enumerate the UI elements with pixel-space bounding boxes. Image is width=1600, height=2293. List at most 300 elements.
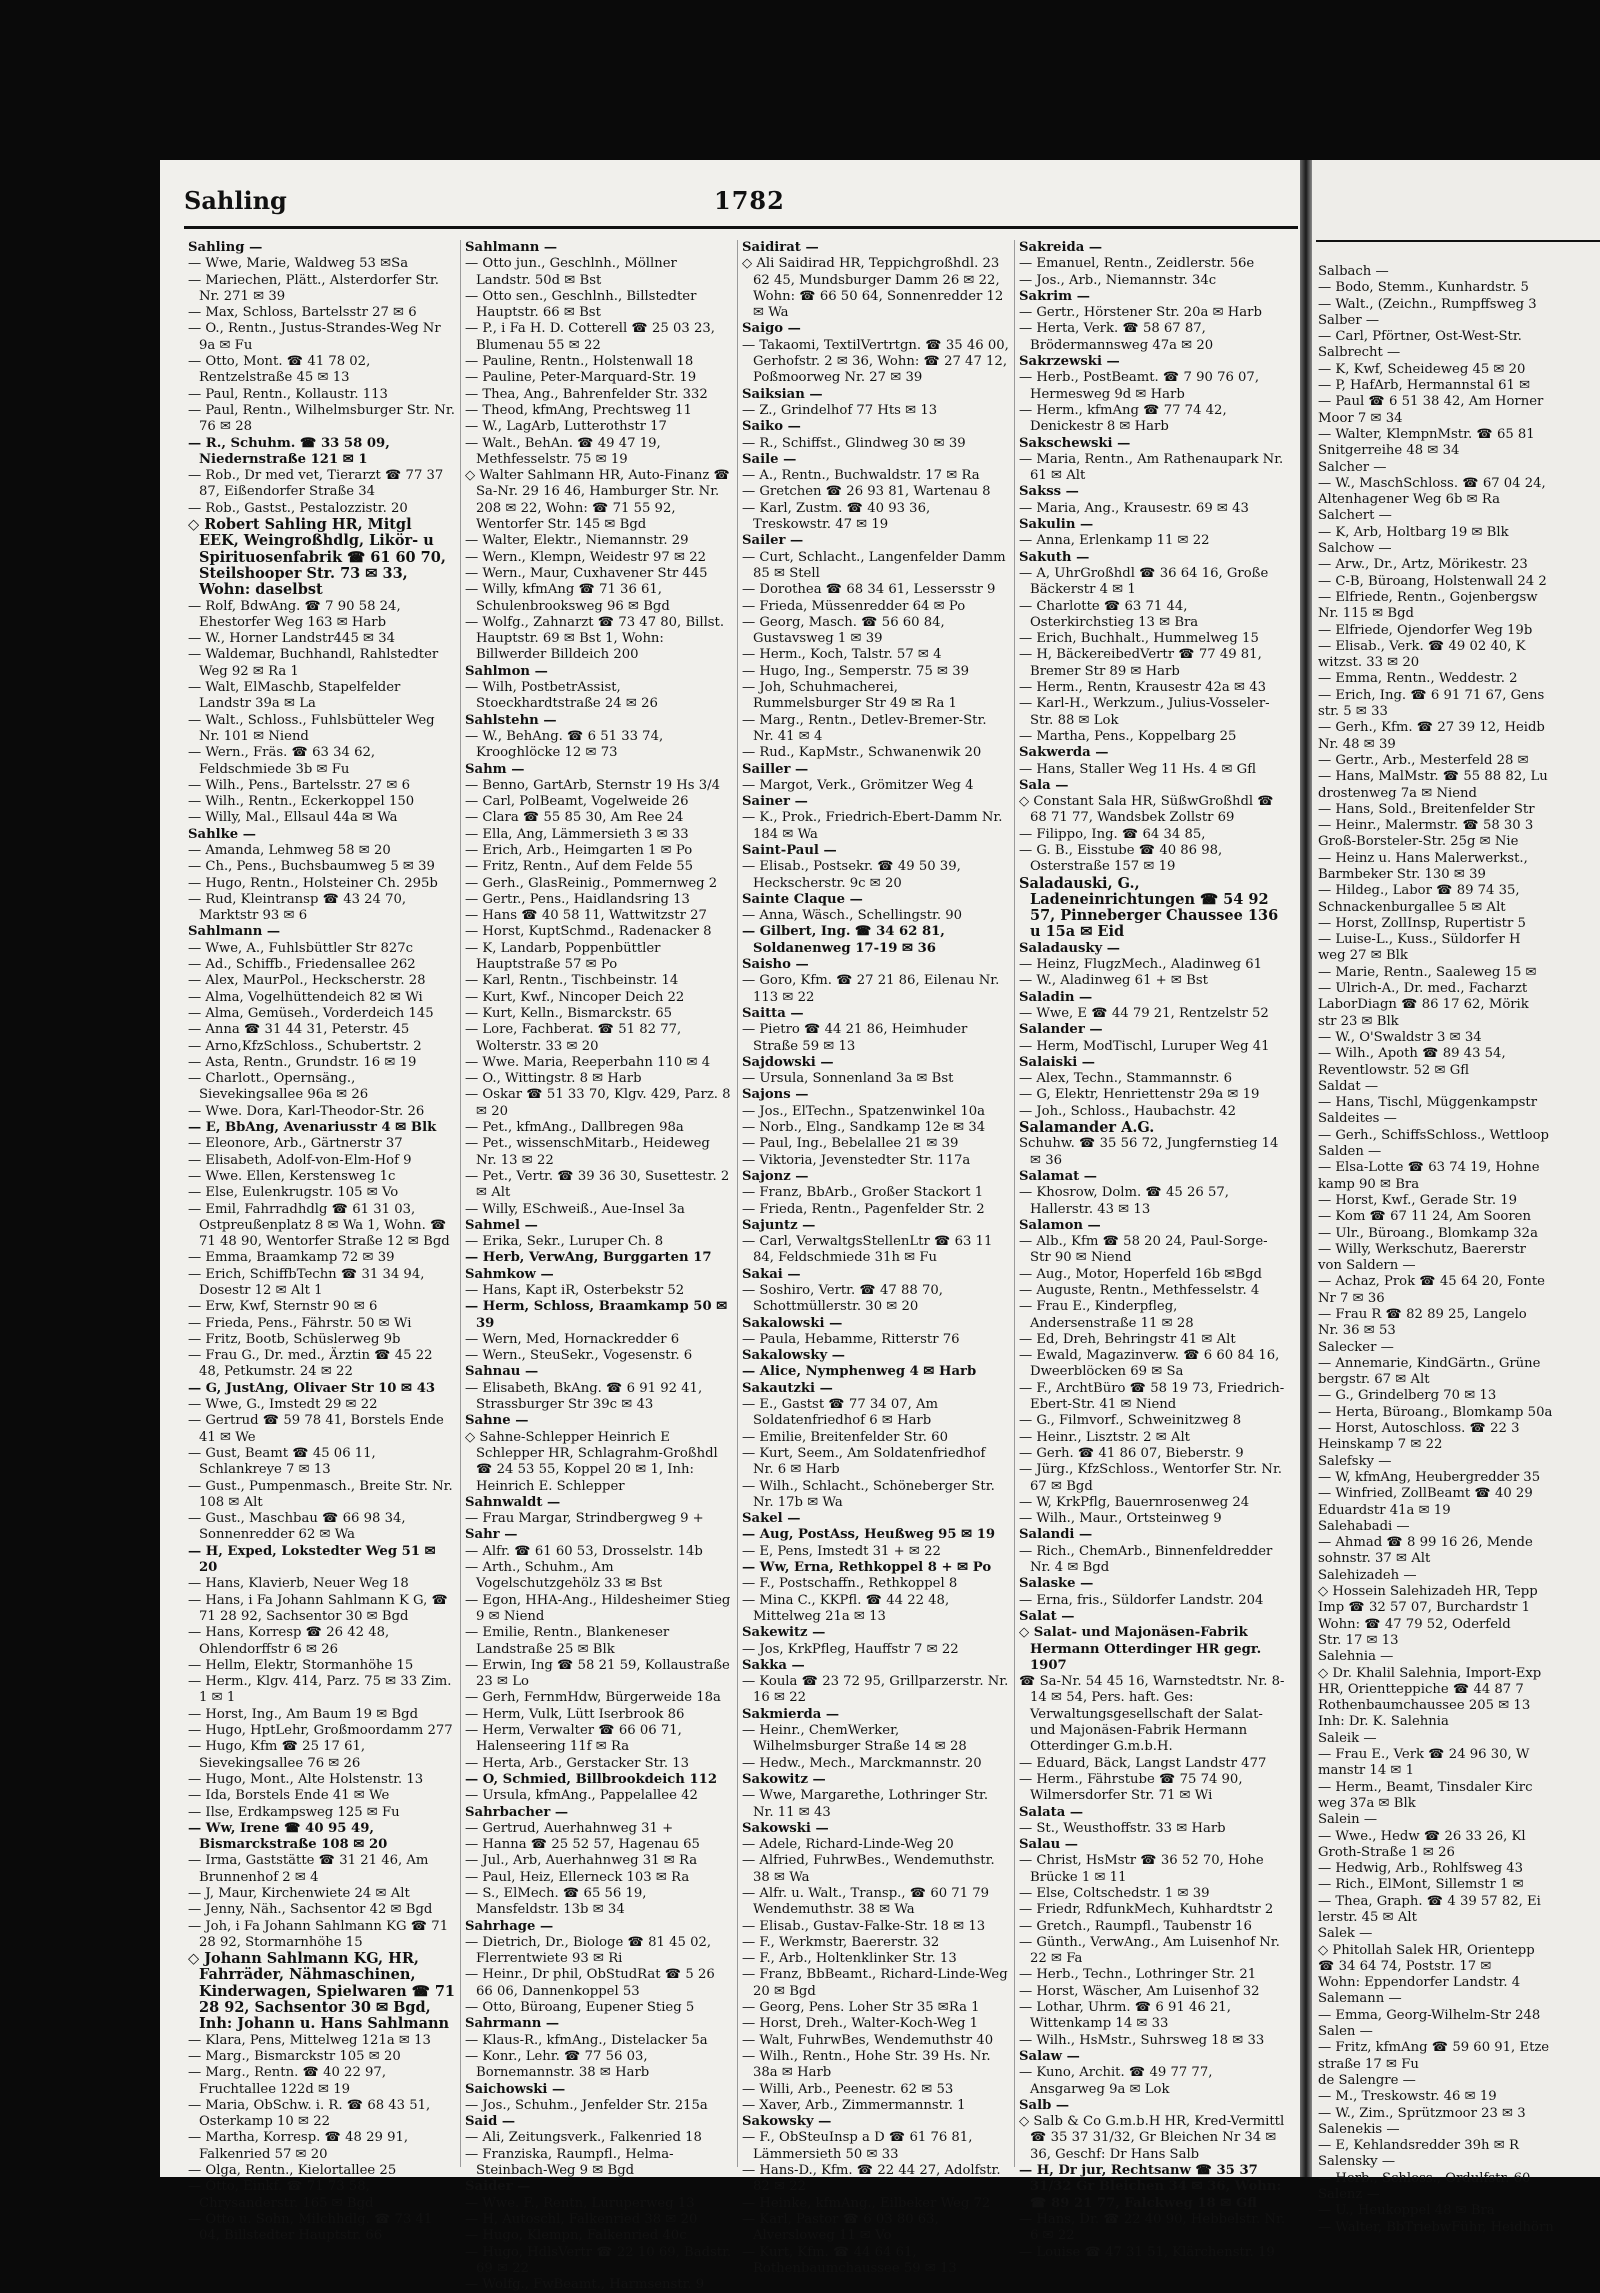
next-page-line: Salen —: [1318, 2024, 1373, 2040]
directory-entry: — Horst, Wäscher, Am Luisenhof 32: [1019, 1983, 1260, 1999]
next-page-line: — Willy, Werkschutz, Baererstr: [1318, 1241, 1526, 1257]
next-page-line: Str. 17 ✉ 13: [1318, 1632, 1399, 1648]
next-page-line: — Frau R ☎ 82 89 25, Langelo: [1318, 1307, 1527, 1322]
directory-entry: — Emma, Braamkamp 72 ✉ 39: [188, 1250, 395, 1266]
directory-entry: — Wwe, A., Fuhlsbüttler Str 827c: [188, 940, 414, 956]
surname-heading: Salaiski —: [1019, 1054, 1095, 1070]
next-page-line: witzst. 33 ✉ 20: [1318, 655, 1420, 671]
directory-entry: — Fritz, Rentn., Auf dem Felde 55: [465, 859, 693, 875]
directory-entry: — Khosrow, Dolm. ☎ 45 26 57, Hallerstr. 43 ✉ 13: [1019, 1185, 1229, 1217]
directory-entry: — Wern., SteuSekr., Vogesenstr. 6: [465, 1348, 693, 1364]
directory-entry: — Fritz, Bootb, Schüslerweg 9b: [188, 1331, 401, 1347]
next-page-line: — Erich, Ing. ☎ 6 91 71 67, Gens: [1318, 687, 1545, 703]
directory-entry: — Erna, fris., Süldorfer Landstr. 204: [1019, 1592, 1264, 1608]
directory-entry: — Wilh., Rentn., Hohe Str. 39 Hs. Nr. 38a ✉ Harb: [742, 2048, 991, 2081]
directory-entry: — Ww, Erna, Rethkoppel 8 + ✉ Po: [742, 1560, 992, 1576]
directory-entry: — Heinr., Dr phil, ObStudRat ☎ 5 26 66 06, Dannenkoppel 53: [465, 1967, 715, 1999]
next-page-line: — Hildeg., Labor ☎ 89 74 35,: [1318, 883, 1520, 899]
next-page-line: manstr 14 ✉ 1: [1318, 1763, 1415, 1779]
surname-heading: Sahr —: [465, 1527, 518, 1543]
directory-entry: — Herm., Klgv. 414, Parz. 75 ✉ 33 Zim. 1 ✉ 1: [188, 1674, 452, 1706]
directory-entry: — R., Schuhm. ☎ 33 58 09, Niedernstraße 121 ✉ 1: [188, 435, 390, 467]
next-page-line: Salehizadeh —: [1318, 1567, 1417, 1583]
directory-entry: — Heinz, FlugzMech., Aladinweg 61: [1019, 957, 1263, 973]
directory-entry: — Elisabeth, Adolf-von-Elm-Hof 9: [188, 1152, 412, 1168]
directory-entry: — Willy, Mal., Ellsaul 44a ✉ Wa: [188, 810, 398, 826]
surname-heading: Sahlmon —: [465, 663, 548, 679]
next-page-line: Salcher —: [1318, 459, 1387, 475]
next-page-line: HR, Orientteppiche ☎ 44 87 7: [1318, 1681, 1524, 1697]
surname-heading: Saidirat —: [742, 240, 819, 255]
directory-entry: — Horst, Dreh., Walter-Koch-Weg 1: [742, 2016, 979, 2032]
surname-heading: Sakss —: [1019, 484, 1079, 500]
next-page-column: [1318, 264, 1600, 2236]
directory-entry: — Adele, Richard-Linde-Weg 20: [742, 1837, 954, 1853]
directory-entry: — Charlott., Opernsäng., Sievekingsallee 96a ✉ 26: [188, 1071, 369, 1103]
directory-entry: — Marg., Rentn. ☎ 40 22 97, Fruchtallee 122d ✉ 19: [188, 2065, 387, 2097]
next-page-line: — Rich., ElMont, Sillemstr 1 ✉: [1318, 1877, 1524, 1893]
directory-entry: — Franziska, Raumpfl., Helma-Steinbach-Weg 9 ✉ Bgd: [465, 2146, 674, 2179]
directory-entry: Schuhw. ☎ 35 56 72, Jungfernstieg 14 ✉ 36: [1019, 1136, 1279, 1168]
directory-entry: ◇ Walter Sahlmann HR, Auto-Finanz ☎ Sa-Nr. 29 16 46, Hamburger Str. Nr. 208 ✉ 22, Wohn: ☎ 71 55 92, Wentorfer Str. 145 ✉ Bgd: [465, 468, 730, 533]
directory-entry: — Pietro ☎ 44 21 86, Heimhuder Straße 59 ✉ 13: [742, 1022, 968, 1054]
directory-entry: — Curt, Schlacht., Langenfelder Damm 85 ✉ Stell: [742, 549, 1006, 581]
directory-entry: — Hedw., Mech., Marckmannstr. 20: [742, 1755, 982, 1771]
next-page-line: LaborDiagn ☎ 86 17 62, Mörik: [1318, 997, 1529, 1013]
directory-entry: — Hans, Klavierb, Neuer Weg 18: [188, 1576, 409, 1592]
directory-entry: — Viktoria, Jevenstedter Str. 117a: [742, 1152, 971, 1168]
directory-entry: — E, BbAng, Avenariusstr 4 ✉ Blk: [188, 1120, 437, 1136]
directory-entry: — Karl-H., Werkzum., Julius-Vosseler-Str. 88 ✉ Lok: [1019, 696, 1270, 728]
surname-heading: Saichowski —: [465, 2081, 566, 2097]
directory-entry: — Charlotte ☎ 63 71 44, Osterkirchstieg 13 ✉ Bra: [1019, 598, 1199, 630]
next-page-line: — Thea, Graph. ☎ 4 39 57 82, Ei: [1318, 1893, 1541, 1909]
next-page-line: — Wilh., Apoth ☎ 89 43 54,: [1318, 1046, 1506, 1062]
directory-entry: — Wilh., Maur., Ortsteinweg 9: [1019, 1511, 1222, 1527]
next-page-line: weg 37a ✉ Blk: [1318, 1795, 1416, 1811]
directory-entry: — Wwe. Dora, Karl-Theodor-Str. 26: [188, 1103, 425, 1119]
directory-entry: — Ch., Pens., Buchsbaumweg 5 ✉ 39: [188, 859, 435, 875]
directory-entry: ☎ Sa-Nr. 54 45 16, Warnstedtstr. Nr. 8-14 ✉ 54, Pers. haft. Ges: Verwaltungsgesellschaft der Salat- und Majonäsen-Fabrik Hermann Otterdinger G.m.b.H.: [1019, 1674, 1285, 1755]
next-page-line: Salecker —: [1318, 1339, 1394, 1355]
next-page-line: weg 27 ✉ Blk: [1318, 948, 1408, 964]
surname-heading: Sahling —: [188, 240, 263, 255]
page-number: 1782: [714, 186, 785, 215]
directory-entry: — Erwin, Ing ☎ 58 21 59, Kollaustraße 23 ✉ Lo: [465, 1657, 730, 1690]
directory-entry: — Olga, Rentn., Kielortallee 25: [188, 2163, 397, 2179]
directory-entry: — Jos., ElTechn., Spatzenwinkel 10a: [742, 1103, 986, 1119]
next-page-line: Snitgerreihe 48 ✉ 34: [1318, 443, 1460, 459]
next-page-line: — Ulr., Büroang., Blomkamp 32a: [1318, 1225, 1538, 1241]
directory-entry: ◇ Salb & Co G.m.b.H HR, Kred-Vermittl ☎ 35 37 31/32, Gr Bleichen Nr 34 ✉ 36, Geschf: Dr Hans Salb: [1019, 2114, 1285, 2162]
surname-heading: Saiko —: [742, 419, 801, 435]
next-page-line: Schnackenburgallee 5 ✉ Alt: [1318, 899, 1506, 915]
surname-heading: Sahlstehn —: [465, 712, 557, 728]
next-page-line: — Elfriede, Rentn., Gojenbergsw: [1318, 589, 1538, 605]
directory-entry: — Wwe, Marie, Waldweg 53 ✉Sa: [188, 256, 409, 272]
directory-entry: — Goro, Kfm. ☎ 27 21 86, Eilenau Nr. 113 ✉ 22: [742, 973, 1000, 1005]
surname-heading: Sakreida —: [1019, 240, 1103, 255]
directory-entry: — Gerh, FernmHdw, Bürgerweide 18a: [465, 1690, 721, 1706]
directory-entry: — Carl, VerwaltgsStellenLtr ☎ 63 11 84, Feldschmiede 31h ✉ Fu: [742, 1234, 993, 1266]
surname-heading: Salau —: [1019, 1837, 1078, 1853]
directory-entry: — Emil, Fahrradhdlg ☎ 61 31 03, Ostpreußenplatz 8 ✉ Wa 1, Wohn. ☎ 71 48 90, Wentorfer Straße 12 ✉ Bgd: [188, 1201, 450, 1250]
next-page-line: Moor 7 ✉ 34: [1318, 410, 1403, 426]
directory-entry: — Herm, Vulk, Lütt Iserbrook 86: [465, 1706, 685, 1722]
next-page-line: Nr. 115 ✉ Bgd: [1318, 606, 1414, 622]
directory-entry: — Willy, ESchweiß., Aue-Insel 3a: [465, 1201, 685, 1217]
directory-entry: — F., Postschaffn., Rethkoppel 8: [742, 1576, 958, 1592]
directory-entry: — Alb., Kfm ☎ 58 20 24, Paul-Sorge-Str 90 ✉ Niend: [1019, 1234, 1268, 1266]
next-page-line: Eduardstr 41a ✉ 19: [1318, 1502, 1451, 1518]
next-page-line: — Gerh., SchiffsSchloss., Wettloop: [1318, 1127, 1549, 1143]
directory-entry: — Konr., Lehr. ☎ 77 56 03, Bornemannstr. 38 ✉ Harb: [465, 2048, 650, 2081]
directory-entry: — Rob., Gastst., Pestalozzistr. 20: [188, 500, 408, 516]
surname-heading: Saile —: [742, 451, 797, 467]
directory-entry: — Eleonore, Arb., Gärtnerstr 37: [188, 1136, 403, 1152]
directory-entry: — Emilie, Rentn., Blankeneser Landstraße 25 ✉ Blk: [465, 1625, 670, 1657]
next-page-line: — Herm., Beamt, Tinsdaler Kirc: [1318, 1779, 1533, 1795]
directory-entry: — Heinr., ChemWerker, Wilhelmsburger Straße 14 ✉ 28: [742, 1723, 967, 1755]
directory-entry: — Karl, Pastor ☎ 6 03 80 63, Alversloweg 11 ✉ Vo: [742, 2211, 939, 2244]
next-page-line: — K, Arb, Holtbarg 19 ✉ Blk: [1318, 524, 1509, 540]
directory-entry: — Gretchen ☎ 26 93 81, Wartenau 8: [742, 484, 991, 500]
next-page-line: — Hedwig, Arb., Rohlfsweg 43: [1318, 1861, 1524, 1877]
directory-entry: — Heinr., Lisztstr. 2 ✉ Alt: [1019, 1429, 1190, 1445]
directory-entry: — Egon, HHA-Ang., Hildesheimer Stieg 9 ✉ Niend: [465, 1592, 731, 1624]
directory-entry: — Hugo, Klempn, Falkenried 40c: [465, 2228, 687, 2244]
surname-heading: Sajonz —: [742, 1168, 809, 1184]
directory-entry: — Waldemar, Buchhandl, Rahlstedter Weg 92 ✉ Ra 1: [188, 647, 439, 679]
directory-entry: ◇ Salat- und Majonäsen-Fabrik Hermann Otterdinger HR gegr. 1907: [1019, 1625, 1262, 1673]
directory-entry: — Hans, Korresp ☎ 26 42 48, Ohlendorffstr 6 ✉ 26: [188, 1625, 390, 1657]
next-page-line: — Frau E., Verk ☎ 24 96 30, W: [1318, 1747, 1530, 1763]
next-page-line: str 23 ✉ Blk: [1318, 1013, 1399, 1029]
directory-entry: — Hans-D., Kfm. ☎ 22 44 27, Adolfstr. 82 ✉ 22: [742, 2163, 1001, 2195]
next-page-line: kamp 90 ✉ Bra: [1318, 1176, 1420, 1192]
next-page-line: Saldeites —: [1318, 1111, 1397, 1127]
surname-heading: Saigo —: [742, 321, 801, 337]
directory-entry: — Martha, Korresp. ☎ 48 29 91, Falkenried 57 ✉ 20: [188, 2130, 409, 2162]
directory-entry: — G., Filmvorf., Schweinitzweg 8: [1019, 1413, 1242, 1429]
surname-heading: Saint-Paul —: [742, 842, 837, 858]
next-page-line: Salenz —: [1318, 2187, 1380, 2203]
directory-entry: — Elisab., Gustav-Falke-Str. 18 ✉ 13: [742, 1918, 986, 1934]
next-page-line: — Hans, Sold., Breitenfelder Str: [1318, 801, 1535, 817]
directory-entry: — Mina C., KKPfl. ☎ 44 22 48, Mittelweg 21a ✉ 13: [742, 1592, 950, 1624]
surname-heading: Sajons —: [742, 1087, 809, 1103]
directory-entry: — Kurt, Kwf., Nincoper Deich 22: [465, 989, 685, 1005]
surname-heading: Sahlmann —: [465, 240, 558, 255]
directory-entry: — Otto, Mont. ☎ 41 78 02, Rentzelstraße 45 ✉ 13: [188, 354, 371, 386]
directory-entry: — St., Weusthoffstr. 33 ✉ Harb: [1019, 1820, 1226, 1836]
directory-entry: — Hugo, HptLehr, Großmoordamm 277: [188, 1723, 453, 1739]
directory-entry: — Otto jun., Geschlnh., Möllner Landstr. 50d ✉ Bst: [465, 256, 677, 288]
directory-entry: — Herm, Verwalter ☎ 66 06 71, Halenseering 11f ✉ Ra: [465, 1723, 682, 1755]
next-page-line: — Fritz, kfmAng ☎ 59 60 91, Etze: [1318, 2040, 1550, 2056]
directory-entry: ◇ Ali Saidirad HR, Teppichgroßhdl. 23 62 45, Mundsburger Damm 26 ✉ 22, Wohn: ☎ 66 50 64, Sonnenredder 12 ✉ Wa: [742, 256, 1004, 321]
directory-entry: — Koula ☎ 23 72 95, Grillparzerstr. Nr. 16 ✉ 22: [742, 1674, 1009, 1706]
next-page-line: — U., Heukoppel 48 ✉ Bra: [1318, 2203, 1495, 2219]
next-page-line: Altenhagener Weg 6b ✉ Ra: [1318, 492, 1501, 508]
directory-entry: — F., Arb., Holtenklinker Str. 13: [742, 1951, 957, 1967]
surname-heading: Sakautzki —: [742, 1380, 833, 1396]
next-page-line: — Winfried, ZollBeamt ☎ 40 29: [1318, 1486, 1533, 1502]
directory-entry: — Klaus-R., kfmAng., Distelacker 5a: [465, 2032, 708, 2048]
directory-entry: — E, Pens, Imstedt 31 + ✉ 22: [742, 1543, 941, 1559]
directory-entry: — Herta, Verk. ☎ 58 67 87, Brödermannsweg 47a ✉ 20: [1019, 321, 1214, 353]
directory-entry: — Ida, Borstels Ende 41 ✉ We: [188, 1788, 390, 1804]
next-page-line: — Carl, Pförtner, Ost-West-Str.: [1318, 329, 1522, 345]
next-page-line: straße 17 ✉ Fu: [1318, 2056, 1419, 2072]
directory-entry: — Horst, Ing., Am Baum 19 ✉ Bgd: [188, 1706, 419, 1722]
directory-entry: — Ali, Zeitungsverk., Falkenried 18: [465, 2130, 702, 2146]
directory-entry: — Norb., Elng., Sandkamp 12e ✉ 34: [742, 1120, 986, 1136]
next-page-line: ◇ Phitollah Salek HR, Orientepp: [1318, 1942, 1535, 1958]
next-page-line: — Elsa-Lotte ☎ 63 74 19, Hohne: [1318, 1160, 1540, 1176]
directory-entry: — O., Wittingstr. 8 ✉ Harb: [465, 1071, 642, 1087]
directory-entry: — Herm., kfmAng ☎ 77 74 42, Denickestr 8 ✉ Harb: [1019, 402, 1227, 435]
surname-heading: Sakmierda —: [742, 1706, 840, 1722]
directory-entry: — Ewald, Magazinverw. ☎ 6 60 84 16, Dweerblöcken 69 ✉ Sa: [1019, 1348, 1280, 1380]
directory-entry: — Wilh., Schlacht., Schöneberger Str. Nr. 17b ✉ Wa: [742, 1478, 995, 1510]
directory-entry: — Kuno, Archit. ☎ 49 77 77, Ansgarweg 9a ✉ Lok: [1019, 2065, 1213, 2097]
directory-columns: [184, 240, 1292, 2293]
surname-heading: Sakalowsky —: [742, 1348, 845, 1364]
directory-entry: — Walt, ElMaschb, Stapelfelder Landstr 39a ✉ La: [188, 680, 401, 712]
next-page-line: bergstr. 67 ✉ Alt: [1318, 1372, 1430, 1388]
directory-entry: — Alfr. u. Walt., Transp., ☎ 60 71 79 Wendemuthstr. 38 ✉ Wa: [742, 1885, 990, 1918]
surname-heading: Sakulin —: [1019, 517, 1094, 533]
directory-entry: — Asta, Rentn., Grundstr. 16 ✉ 19: [188, 1054, 417, 1070]
directory-entry: — Horst, KuptSchmd., Radenacker 8: [465, 924, 712, 940]
directory-entry: — Wwe. Ellen, Kerstensweg 1c: [188, 1168, 396, 1184]
next-page-line: — Ulrich-A., Dr. med., Facharzt: [1318, 981, 1528, 997]
directory-entry: — Herm., Rentn, Krausestr 42a ✉ 43: [1019, 680, 1266, 696]
surname-heading: Saider —: [465, 2179, 531, 2195]
directory-entry: — Herb, VerwAng, Burggarten 17: [465, 1250, 712, 1266]
next-page-line: Salehabadi —: [1318, 1518, 1410, 1534]
directory-entry: — Hans, i Fa Johann Sahlmann K G, ☎ 71 28 92, Sachsentor 30 ✉ Bgd: [188, 1592, 448, 1624]
directory-entry: — Wern., Fräs. ☎ 63 34 62, Feldschmiede 3b ✉ Fu: [188, 745, 376, 777]
directory-entry: — Wilh, PostbetrAssist, Stoeckhardtstraße 24 ✉ 26: [465, 680, 658, 712]
directory-entry: — Oskar ☎ 51 33 70, Klgv. 429, Parz. 8 ✉ 20: [465, 1087, 731, 1119]
next-page-line: Nr 7 ✉ 36: [1318, 1290, 1385, 1306]
directory-entry: — Takaomi, TextilVertrtgn. ☎ 35 46 00, Gerhofstr. 2 ✉ 36, Wohn: ☎ 27 47 12, Poßmoorweg Nr. 27 ✉ 39: [742, 337, 1009, 386]
directory-entry: — Elisab., Postsekr. ☎ 49 50 39, Heckscherstr. 9c ✉ 20: [742, 859, 961, 891]
surname-heading: Sahrbacher —: [465, 1804, 569, 1820]
directory-entry: — Herm., Koch, Talstr. 57 ✉ 4: [742, 647, 942, 663]
directory-entry: — Soshiro, Vertr. ☎ 47 88 70, Schottmüllerstr. 30 ✉ 20: [742, 1283, 943, 1315]
next-page-line: — Ahmad ☎ 8 99 16 26, Mende: [1318, 1535, 1533, 1551]
directory-entry: — H, Dr jur, Rechtsanw ☎ 35 37 31/32 Gr Bleichen 34 ✉ 36, Wohn: ☎ 89 21 77, Falckweg 18 ✉ Gfl: [1019, 2163, 1282, 2211]
directory-entry: — Else, Coltschedstr. 1 ✉ 39: [1019, 1885, 1210, 1901]
next-page-line: von Saldern —: [1318, 1258, 1416, 1274]
directory-entry: — Benno, GartArb, Sternstr 19 Hs 3/4: [465, 777, 720, 793]
next-page-line: — Walter, KlempnMstr. ☎ 65 81: [1318, 426, 1535, 442]
business-listing: ◇ Robert Sahling HR, Mitgl EEK, Weingroßhdlg, Likör- u Spirituosenfabrik ☎ 61 60 70, Steilshooper Str. 73 ✉ 33, Wohn: daselbst: [188, 516, 446, 599]
directory-entry: — Martha, Pens., Koppelbarg 25: [1019, 728, 1237, 744]
directory-entry: — G. B., Eisstube ☎ 40 86 98, Osterstraße 157 ✉ 19: [1019, 842, 1223, 875]
surname-heading: Sakrzewski —: [1019, 354, 1120, 370]
directory-entry: — F., ObSteuInsp a D ☎ 61 76 81, Lämmersieth 50 ✉ 33: [742, 2130, 973, 2162]
next-page-line: — Hans, Tischl, Müggenkampstr: [1318, 1095, 1537, 1111]
directory-entry: — Max, Schloss, Bartelsstr 27 ✉ 6: [188, 305, 417, 321]
directory-entry: — Kurt, Kelln., Bismarckstr. 65: [465, 1005, 673, 1021]
directory-entry: — Herb., PostBeamt. ☎ 7 90 76 07, Hermesweg 9d ✉ Harb: [1019, 370, 1260, 402]
surname-heading: Sala —: [1019, 777, 1069, 793]
next-page-line: Wohn: Eppendorfer Landstr. 4: [1318, 1975, 1521, 1991]
header-rule: [184, 226, 1298, 229]
directory-entry: — Wilh., Pens., Bartelsstr. 27 ✉ 6: [188, 777, 410, 793]
directory-entry: — Pet., Vertr. ☎ 39 36 30, Susettestr. 2 ✉ Alt: [465, 1168, 730, 1201]
directory-entry: — Carl, PolBeamt, Vogelweide 26: [465, 794, 689, 810]
directory-entry: — Ad., Schiffb., Friedensallee 262: [188, 957, 416, 973]
directory-entry: — Jenny, Näh., Sachsentor 42 ✉ Bgd: [188, 1902, 433, 1918]
directory-entry: — Paula, Hebamme, Ritterstr 76: [742, 1331, 960, 1347]
next-page-line: — Hans, MalMstr. ☎ 55 88 82, Lu: [1318, 769, 1548, 785]
directory-entry: — Pet., kfmAng., Dallbregen 98a: [465, 1120, 684, 1136]
surname-heading: Saladausky —: [1019, 940, 1120, 956]
directory-entry: — Kurt, Kfm. ☎ 44 64 61, Rothenbaumchaussee 59 ✉ 13: [742, 2244, 957, 2276]
next-page-line: — Bodo, Stemm., Kunhardstr. 5: [1318, 280, 1529, 296]
directory-entry: — Alex, MaurPol., Heckscherstr. 28: [188, 973, 426, 989]
directory-entry: — G, JustAng, Olivaer Str 10 ✉ 43: [188, 1380, 436, 1396]
surname-heading: Salamat —: [1019, 1168, 1097, 1184]
directory-entry: — Wolfg., FwBeamt., Harmsenstr. 9: [465, 2277, 705, 2293]
directory-entry: — Gretch., Raumpfl., Taubenstr 16: [1019, 1918, 1252, 1934]
directory-entry: — Ed, Dreh, Behringstr 41 ✉ Alt: [1019, 1331, 1236, 1347]
next-page-line: — W, kfmAng, Heubergredder 35: [1318, 1469, 1541, 1485]
next-page-line: — Luise-L., Kuss., Süldorfer H: [1318, 932, 1521, 948]
next-page-line: — Horst, Autoschloss. ☎ 22 3: [1318, 1421, 1520, 1437]
next-page-line: Salein —: [1318, 1812, 1378, 1828]
directory-entry: — Rud, Kleintransp ☎ 43 24 70, Marktstr 93 ✉ 6: [188, 891, 407, 924]
surname-heading: Sakwerda —: [1019, 745, 1109, 761]
directory-entry: — Gertr., Pens., Haidlandsring 13: [465, 891, 690, 907]
directory-entry: — Herm, ModTischl, Luruper Weg 41: [1019, 1038, 1270, 1054]
directory-entry: — H, BäckereibedVertr ☎ 77 49 81, Bremer Str 89 ✉ Harb: [1019, 647, 1262, 679]
surname-heading: Salat —: [1019, 1608, 1075, 1624]
surname-heading: Sajdowski —: [742, 1054, 834, 1070]
directory-entry: — Jul., Arb, Auerhahnweg 31 ✉ Ra: [465, 1853, 698, 1869]
directory-entry: — Alfried, FuhrwBes., Wendemuthstr. 38 ✉ Wa: [742, 1853, 995, 1885]
next-page-line: Salchow —: [1318, 541, 1392, 557]
directory-entry: — Jos., Arb., Niemannstr. 34c: [1019, 272, 1217, 288]
directory-entry: — Clara ☎ 55 85 30, Am Ree 24: [465, 810, 684, 826]
next-page-line: — Wwe., Hedw ☎ 26 33 26, Kl: [1318, 1828, 1526, 1844]
next-page-line: — Gerh., Kfm. ☎ 27 39 12, Heidb: [1318, 720, 1545, 736]
directory-entry: — Heinke, kfmAng., Eilbeker Weg 72: [742, 2195, 991, 2211]
directory-column-2: [461, 240, 738, 2293]
directory-entry: ◇ Constant Sala HR, SüßwGroßhdl ☎ 68 71 77, Wandsbek Zollstr 69: [1019, 794, 1274, 826]
next-page-edge: [1312, 160, 1600, 2235]
directory-entry: — Louise ☎ 47 31 51, Klärchenstr. 19: [1019, 2244, 1275, 2260]
directory-entry: — Ilse, Erdkampsweg 125 ✉ Fu: [188, 1804, 400, 1820]
directory-entry: — Maria, Rentn., Am Rathenaupark Nr. 61 ✉ Alt: [1019, 451, 1284, 484]
next-page-line: — Horst, ZollInsp, Rupertistr 5: [1318, 915, 1526, 931]
directory-entry: — Joh., Schloss., Haubachstr. 42: [1019, 1103, 1236, 1119]
directory-entry: — Wern., Maur, Cuxhavener Str 445: [465, 565, 708, 581]
directory-entry: — Joh, i Fa Johann Sahlmann KG ☎ 71 28 92, Stormarnhöhe 15: [188, 1918, 449, 1950]
directory-entry: — Otto, Büroang, Eupener Stieg 5: [465, 2000, 695, 2016]
business-listing: ◇ Johann Sahlmann KG, HR, Fahrräder, Nähmaschinen, Kinderwagen, Spielwaren ☎ 71 28 92, Sachsentor 30 ✉ Bgd, Inh: Johann u. Hans Sahlmann: [188, 1950, 456, 2033]
surname-heading: Sakka —: [742, 1657, 805, 1673]
directory-entry: — Marg., Bismarckstr 105 ✉ 20: [188, 2048, 401, 2064]
next-page-line: Wohn: ☎ 47 79 52, Oderfeld: [1318, 1616, 1511, 1632]
directory-entry: — W., LagArb, Lutterothstr 17: [465, 419, 667, 435]
directory-entry: — Herm, Schloss, Braamkamp 50 ✉39: [465, 1299, 728, 1331]
next-page-line: — K, Kwf, Scheideweg 45 ✉ 20: [1318, 361, 1526, 377]
directory-entry: — Mariechen, Plätt., Alsterdorfer Str. Nr. 271 ✉ 39: [188, 272, 439, 304]
surname-heading: Sakewitz —: [742, 1625, 826, 1641]
directory-entry: — Eduard, Bäck, Langst Landstr 477: [1019, 1755, 1267, 1771]
directory-entry: — Jürg., KfzSchloss., Wentorfer Str. Nr. 67 ✉ Bgd: [1019, 1462, 1282, 1494]
surname-heading: Said —: [465, 2114, 516, 2130]
directory-entry: — Joh, Schuhmacherei, Rummelsburger Str 49 ✉ Ra 1: [742, 680, 957, 712]
directory-entry: — Paul, Rentn., Kollaustr. 113: [188, 386, 388, 402]
directory-entry: — Erich, SchiffbTechn ☎ 31 34 94, Dosestr 12 ✉ Alt 1: [188, 1266, 425, 1298]
directory-entry: — Wwe, G., Imstedt 29 ✉ 22: [188, 1397, 378, 1413]
directory-entry: — K, Landarb, Poppenbüttler Hauptstraße 57 ✉ Po: [465, 940, 661, 973]
surname-heading: Sainer —: [742, 794, 808, 810]
next-page-line: — Gertr., Arb., Mesterfeld 28 ✉: [1318, 752, 1529, 768]
directory-entry: — Hugo, HdlsVertr ☎ 22 10 69, Badstr. 69 ✉ 22: [465, 2244, 732, 2276]
directory-entry: — Otto, Einkf. ☎ 71 73 58, Chrysanderstr. 165 ✉ Bgd: [188, 2179, 374, 2211]
directory-entry: — Else, Eulenkrugstr. 105 ✉ Vo: [188, 1185, 399, 1201]
directory-entry: — Gertrud ☎ 59 78 41, Borstels Ende 41 ✉ We: [188, 1413, 444, 1445]
directory-entry: — Amanda, Lehmweg 58 ✉ 20: [188, 842, 391, 858]
directory-entry: — Günth., VerwAng., Am Luisenhof Nr. 22 ✉ Fa: [1019, 1934, 1280, 1967]
next-page-line: lerstr. 45 ✉ Alt: [1318, 1909, 1417, 1925]
next-page-line: — Marie, Rentn., Saaleweg 15 ✉: [1318, 964, 1537, 980]
next-page-line: Groß-Borsteler-Str. 25g ✉ Nie: [1318, 834, 1519, 850]
directory-entry: — Rolf, BdwAng. ☎ 7 90 58 24, Ehestorfer Weg 163 ✉ Harb: [188, 598, 401, 630]
next-page-line: ◇ Dr. Khalil Salehnia, Import-Exp: [1318, 1665, 1542, 1681]
directory-entry: — Wwe. F., Rentn, Luruperweg 13: [465, 2195, 695, 2211]
directory-entry: — Paul, Ing., Bebelallee 21 ✉ 39: [742, 1136, 959, 1152]
directory-entry: — Hans, Dr. ☎ 22 40 90, Hebbelstr. Nr. 6 ✉ 22: [1019, 2211, 1286, 2244]
next-page-line: drostenweg 7a ✉ Niend: [1318, 785, 1477, 801]
next-page-line: — W., O'Swaldstr 3 ✉ 34: [1318, 1029, 1482, 1045]
directory-entry: — Wwe. Maria, Reeperbahn 110 ✉ 4: [465, 1054, 711, 1070]
directory-entry: — Hanna ☎ 25 52 57, Hagenau 65: [465, 1837, 700, 1853]
directory-entry: — Herb., Techn., Lothringer Str. 21: [1019, 1967, 1257, 1983]
next-page-line: — Herta, Büroang., Blomkamp 50a: [1318, 1404, 1553, 1420]
directory-entry: — Dietrich, Dr., Biologe ☎ 81 45 02, Flerrentwiete 93 ✉ Ri: [465, 1934, 712, 1967]
directory-entry: — Irma, Gaststätte ☎ 31 21 46, Am Brunnenhof 2 ✉ 4: [188, 1853, 429, 1885]
next-page-line: str. 5 ✉ 33: [1318, 704, 1388, 720]
surname-heading: Sailler —: [742, 761, 809, 777]
next-page-line: — C-B, Büroang, Holstenwall 24 2: [1318, 573, 1547, 589]
surname-heading: Sakalowski —: [742, 1315, 843, 1331]
directory-entry: — Kurt, Seem., Am Soldatenfriedhof Nr. 6 ✉ Harb: [742, 1445, 986, 1478]
directory-entry: — Filippo, Ing. ☎ 64 34 85,: [1019, 826, 1206, 842]
surname-heading: Sahlmann —: [188, 924, 281, 940]
directory-entry: — Karl, Rentn., Tischbeinstr. 14: [465, 973, 679, 989]
directory-entry: — Paul, Heiz, Ellerneck 103 ✉ Ra: [465, 1869, 690, 1885]
next-page-line: — Walt., (Zeichn., Rumpffsweg 3: [1318, 296, 1537, 312]
next-page-line: Nr. 36 ✉ 53: [1318, 1323, 1396, 1339]
directory-entry: — W., Aladinweg 61 + ✉ Bst: [1019, 973, 1208, 989]
surname-heading: Sahne —: [465, 1413, 529, 1429]
directory-entry: — Wwe, E ☎ 44 79 21, Rentzelstr 52: [1019, 1005, 1269, 1021]
next-page-line: — P, HafArb, Hermannstal 61 ✉: [1318, 378, 1531, 394]
surname-heading: Salamon —: [1019, 1217, 1101, 1233]
directory-entry: — Maria, ObSchw. i. R. ☎ 68 43 51, Osterkamp 10 ✉ 22: [188, 2097, 431, 2130]
directory-entry: — Frau Margar, Strindbergweg 9 +: [465, 1511, 704, 1527]
business-listing: Salamander A.G.: [1019, 1119, 1155, 1137]
